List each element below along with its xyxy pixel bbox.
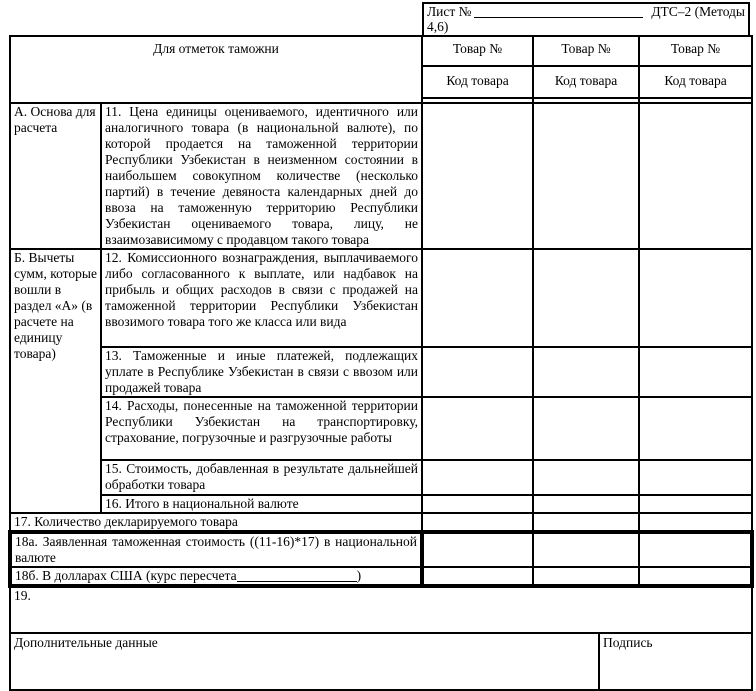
row-11 — [10, 103, 752, 249]
row16-description: 16. Итого в национальной валюте — [101, 495, 422, 513]
goods1-row18a-cell[interactable] — [422, 532, 533, 567]
row-17 — [10, 513, 752, 532]
goods3-row14-cell[interactable] — [639, 397, 752, 460]
goods2-row14-cell[interactable] — [533, 397, 639, 460]
goods3-row13-cell[interactable] — [639, 347, 752, 397]
form-code-label-cont: 4,6) — [427, 19, 449, 34]
row-16 — [10, 495, 752, 513]
goods3-row12-cell[interactable] — [639, 249, 752, 347]
goods2-row13-cell[interactable] — [533, 347, 639, 397]
goods3-row15-cell[interactable] — [639, 460, 752, 495]
goods1-code-header: Код товара — [422, 66, 533, 98]
goods1-row13-cell[interactable] — [422, 347, 533, 397]
goods1-no-header: Товар № — [422, 36, 533, 66]
goods2-code-header: Код товара — [533, 66, 639, 98]
row-18b — [10, 567, 752, 586]
row18b-prefix: 18б. В долларах США (курс пересчета — [15, 568, 237, 583]
row-14 — [10, 397, 752, 460]
row-18a — [10, 532, 752, 567]
goods1-row12-cell[interactable] — [422, 249, 533, 347]
goods3-code-header: Код товара — [639, 66, 752, 98]
customs-marks-cell: Для отметок таможни — [10, 36, 422, 103]
row12-description: 12. Комиссионного вознаграждения, выплачиваемого либо согласованного к выплате, или надбавок на прибыль и общих расходов в связи с продажей на таможенной территории Республики Узбекистан ввозимого товара того же класса или вида — [101, 249, 422, 347]
form-code-label: ДТС–2 (Методы — [651, 4, 745, 19]
sheet-header-line1 — [427, 4, 745, 19]
goods2-row17-cell[interactable] — [533, 513, 639, 532]
goods3-row17-cell[interactable] — [639, 513, 752, 532]
goods2-no-header: Товар № — [533, 36, 639, 66]
goods1-row11-cell[interactable] — [422, 103, 533, 249]
row18a-description: 18а. Заявленная таможенная стоимость ((11-16)*17) в национальной валюте — [10, 532, 422, 567]
goods1-row18b-cell[interactable] — [422, 567, 533, 586]
row14-description: 14. Расходы, понесенные на таможенной территории Республики Узбекистан на транспортировку, страхование, погрузочные и разгрузочные работы — [101, 397, 422, 460]
row-15 — [10, 460, 752, 495]
goods1-row17-cell[interactable] — [422, 513, 533, 532]
goods2-row18a-cell[interactable] — [533, 532, 639, 567]
goods1-row14-cell[interactable] — [422, 397, 533, 460]
goods2-row11-cell[interactable] — [533, 103, 639, 249]
goods1-row16-cell[interactable] — [422, 495, 533, 513]
dts2-table — [8, 35, 754, 691]
signature-cell[interactable]: Подпись — [598, 634, 751, 689]
goods2-row16-cell[interactable] — [533, 495, 639, 513]
goods3-row18b-cell[interactable] — [639, 567, 752, 586]
sheet-header-box — [422, 2, 750, 35]
footer-cell — [10, 633, 752, 690]
section-a-label: А. Основа для расчета — [10, 103, 101, 249]
goods3-row16-cell[interactable] — [639, 495, 752, 513]
row17-description: 17. Количество декларируемого товара — [10, 513, 422, 532]
goods2-row18b-cell[interactable] — [533, 567, 639, 586]
goods3-row11-cell[interactable] — [639, 103, 752, 249]
goods2-row12-cell[interactable] — [533, 249, 639, 347]
row-19 — [10, 586, 752, 633]
footer-row — [10, 633, 752, 690]
goods3-row18a-cell[interactable] — [639, 532, 752, 567]
row13-description: 13. Таможенные и иные платежей, подлежащих уплате в Республике Узбекистан в связи с ввозом или продажей товара — [101, 347, 422, 397]
row15-description: 15. Стоимость, добавленная в результате дальнейшей обработки товара — [101, 460, 422, 495]
section-b-label: Б. Вычеты сумм, которые вошли в раздел «А» (в расчете на единицу товара) — [10, 249, 101, 513]
additional-data-cell[interactable]: Дополнительные данные — [14, 635, 158, 650]
row18b-suffix: ) — [356, 568, 362, 583]
goods1-row15-cell[interactable] — [422, 460, 533, 495]
sheet-number-label: Лист № — [427, 4, 472, 19]
row-12 — [10, 249, 752, 347]
sheet-number-blank-field[interactable] — [474, 4, 644, 18]
goods3-no-header: Товар № — [639, 36, 752, 66]
row18b-description-cell — [10, 567, 422, 586]
row19-cell[interactable]: 19. — [10, 586, 752, 633]
header-row-product-no — [10, 36, 752, 66]
row11-description: 11. Цена единицы оцениваемого, идентичного или аналогичного товара (в национальной валюте), по которой продается на таможенной территории Республики Узбекистан в неизменном состоянии в наибольшем совокупном количестве (несколько партий) в течение девяноста календарных дней до ввоза на таможенную территорию Республики Узбекистан оцениваемого товара, лицу, не взаимозависимому с продавцом такого товара — [101, 103, 422, 249]
row-13 — [10, 347, 752, 397]
exchange-rate-blank-field[interactable] — [237, 568, 357, 582]
goods2-row15-cell[interactable] — [533, 460, 639, 495]
